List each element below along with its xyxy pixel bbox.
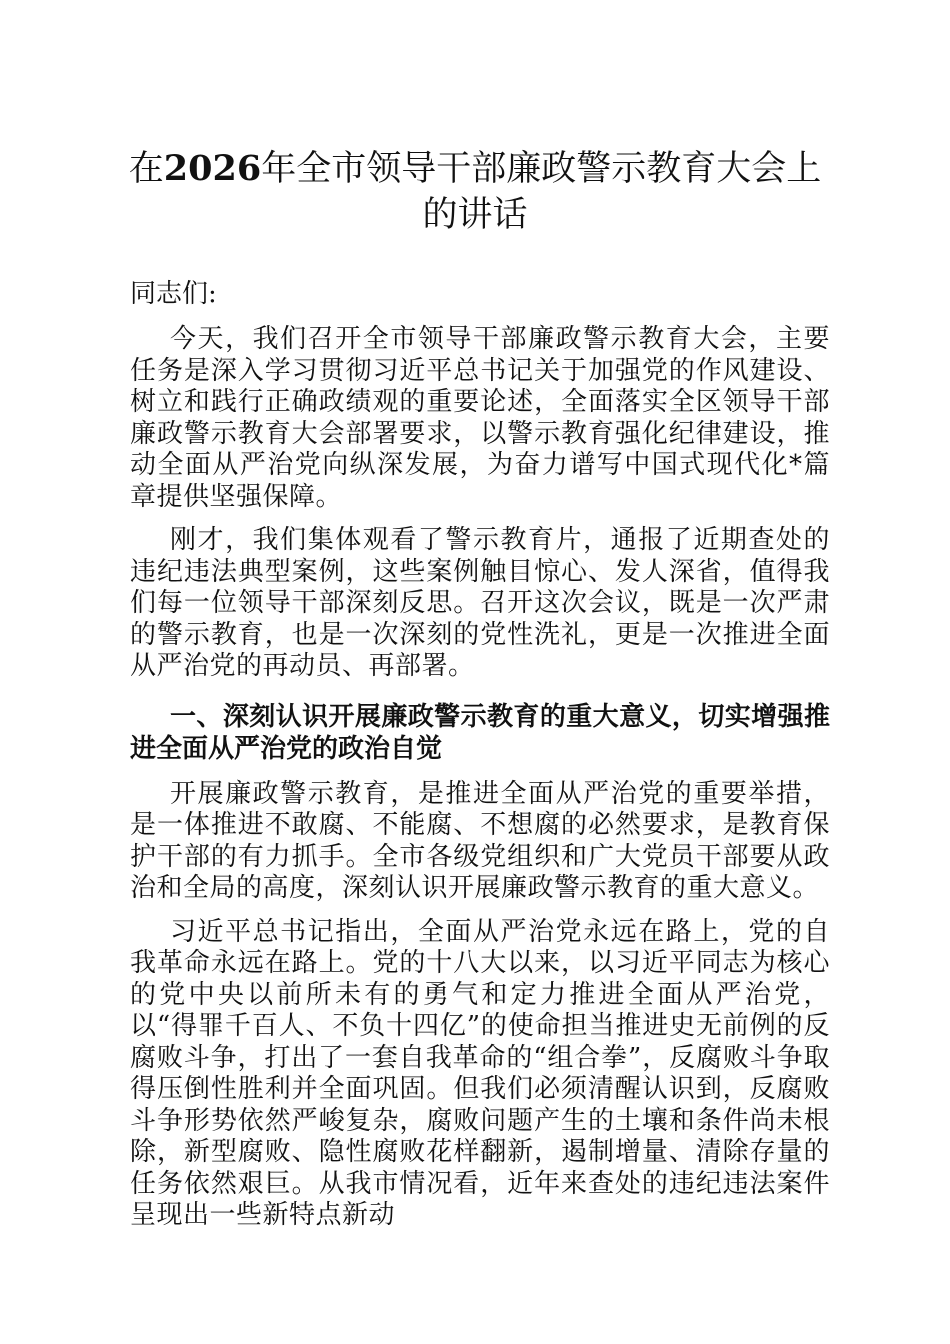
title-year: 2026 bbox=[163, 148, 262, 189]
document-title bbox=[120, 146, 830, 238]
section1-paragraph-1: 开展廉政警示教育，是推进全面从严治党的重要举措，是一体推进不敢腐、不能腐、不想腐的必然要求，是教育保护干部的有力抓手。全市各级党组织和广大党员干部要从政治和全局的高度，深刻认识开展廉政警示教育的重大意义。 bbox=[130, 778, 830, 903]
section-heading-1: 一、深刻认识开展廉政警示教育的重大意义，切实增强推进全面从严治党的政治自觉 bbox=[130, 701, 830, 764]
title-prefix: 在 bbox=[128, 149, 164, 189]
section1-paragraph-2: 习近平总书记指出，全面从严治党永远在路上，党的自我革命永远在路上。党的十八大以来，以习近平同志为核心的党中央以前所未有的勇气和定力推进全面从严治党，以“得罪千百人、不负十四亿”的使命担当推进史无前例的反腐败斗争，打出了一套自我革命的“组合拳”，反腐败斗争取得压倒性胜利并全面巩固。但我们必须清醒认识到，反腐败斗争形势依然严峻复杂，腐败问题产生的土壤和条件尚未根除，新型腐败、隐性腐败花样翻新，遏制增量、清除存量的任务依然艰巨。从我市情况看，近年来查处的违纪违法案件呈现出一些新特点新动 bbox=[130, 916, 830, 1230]
salutation: 同志们: bbox=[130, 279, 217, 309]
document-body bbox=[130, 277, 830, 1244]
intro-paragraph-1: 今天，我们召开全市领导干部廉政警示教育大会，主要任务是深入学习贯彻习近平总书记关于加强党的作风建设、树立和践行正确政绩观的重要论述，全面落实全区领导干部廉政警示教育大会部署要求，以警示教育强化纪律建设，推动全面从严治党向纵深发展，为奋力谱写中国式现代化*篇章提供坚强保障。 bbox=[130, 324, 830, 512]
title-suffix: 年全市领导干部廉政警示教育大会上的讲话 bbox=[261, 149, 822, 235]
intro-paragraph-2: 刚才，我们集体观看了警示教育片，通报了近期查处的违纪违法典型案例，这些案例触目惊心、发人深省，值得我们每一位领导干部深刻反思。召开这次会议，既是一次严肃的警示教育，也是一次深刻的党性洗礼，更是一次推进全面从严治党的再动员、再部署。 bbox=[130, 525, 830, 681]
